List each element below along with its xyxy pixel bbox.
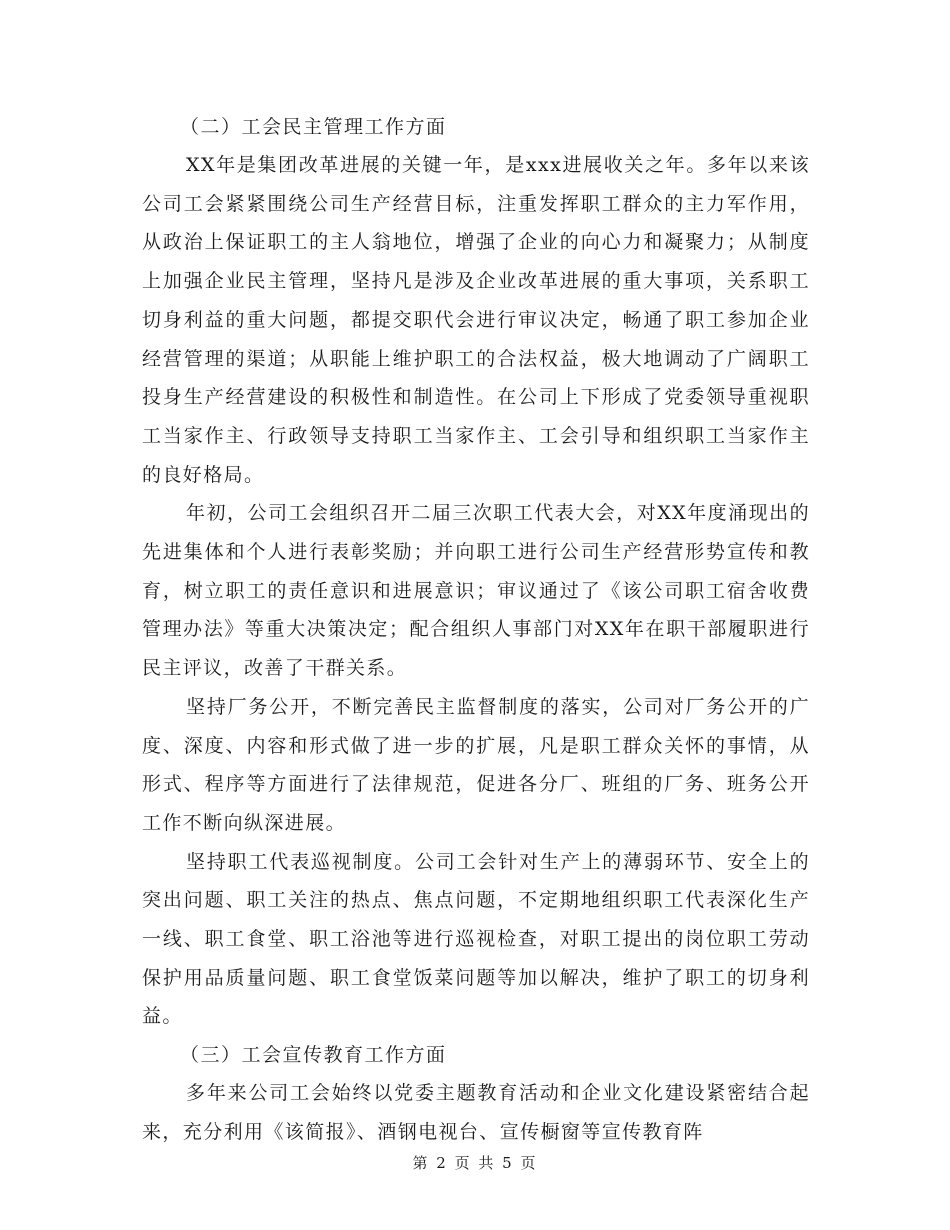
paragraph-workers-congress: 年初，公司工会组织召开二届三次职工代表大会，对XX年度涌现出的先进集体和个人进行表彰奖励；并向职工进行公司生产经营形势宣传和教育，树立职工的责任意识和进展意识；审议通过了《该公司职工宿舍收费管理办法》等重大决策决定；配合组织人事部门对XX年在职干部履职进行民主评议，改善了干群关系。 [142, 502, 810, 680]
paragraph-publicity-education: 多年来公司工会始终以党委主题教育活动和企业文化建设紧密结合起来，充分利用《该简报》、酒钢电视台、宣传橱窗等宣传教育阵 [142, 1082, 810, 1143]
paragraph-representative-inspection: 坚持职工代表巡视制度。公司工会针对生产上的薄弱环节、安全上的突出问题、职工关注的热点、焦点问题，不定期地组织职工代表深化生产一线、职工食堂、职工浴池等进行巡视检查，对职工提出的岗位职工劳动保护用品质量问题、职工食堂饭菜问题等加以解决，维护了职工的切身利益。 [142, 850, 810, 1028]
section-heading-democratic-management: （二）工会民主管理工作方面 [180, 116, 447, 138]
document-body [142, 108, 810, 1152]
paragraph-factory-affairs-disclosure: 坚持厂务公开，不断完善民主监督制度的落实，公司对厂务公开的广度、深度、内容和形式做了进一步的扩展，凡是职工群众关怀的事情，从形式、程序等方面进行了法律规范，促进各分厂、班组的厂务、班务公开工作不断向纵深进展。 [142, 695, 810, 834]
page-number-footer: 第 2 页 共 5 页 [412, 1154, 538, 1172]
paragraph-reform-progress: XX年是集团改革进展的关键一年，是xxx进展收关之年。多年以来该公司工会紧紧围绕公司生产经营目标，注重发挥职工群众的主力军作用，从政治上保证职工的主人翁地位，增强了企业的向心力和凝聚力；从制度上加强企业民主管理，坚持凡是涉及企业改革进展的重大事项，关系职工切身利益的重大问题，都提交职代会进行审议决定，畅通了职工参加企业经营管理的渠道；从职能上维护职工的合法权益，极大地调动了广阔职工投身生产经营建设的积极性和制造性。在公司上下形成了党委领导重视职工当家作主、行政领导支持职工当家作主、工会引导和组织职工当家作主的良好格局。 [142, 154, 810, 486]
section-heading-publicity-education: （三）工会宣传教育工作方面 [180, 1044, 447, 1067]
